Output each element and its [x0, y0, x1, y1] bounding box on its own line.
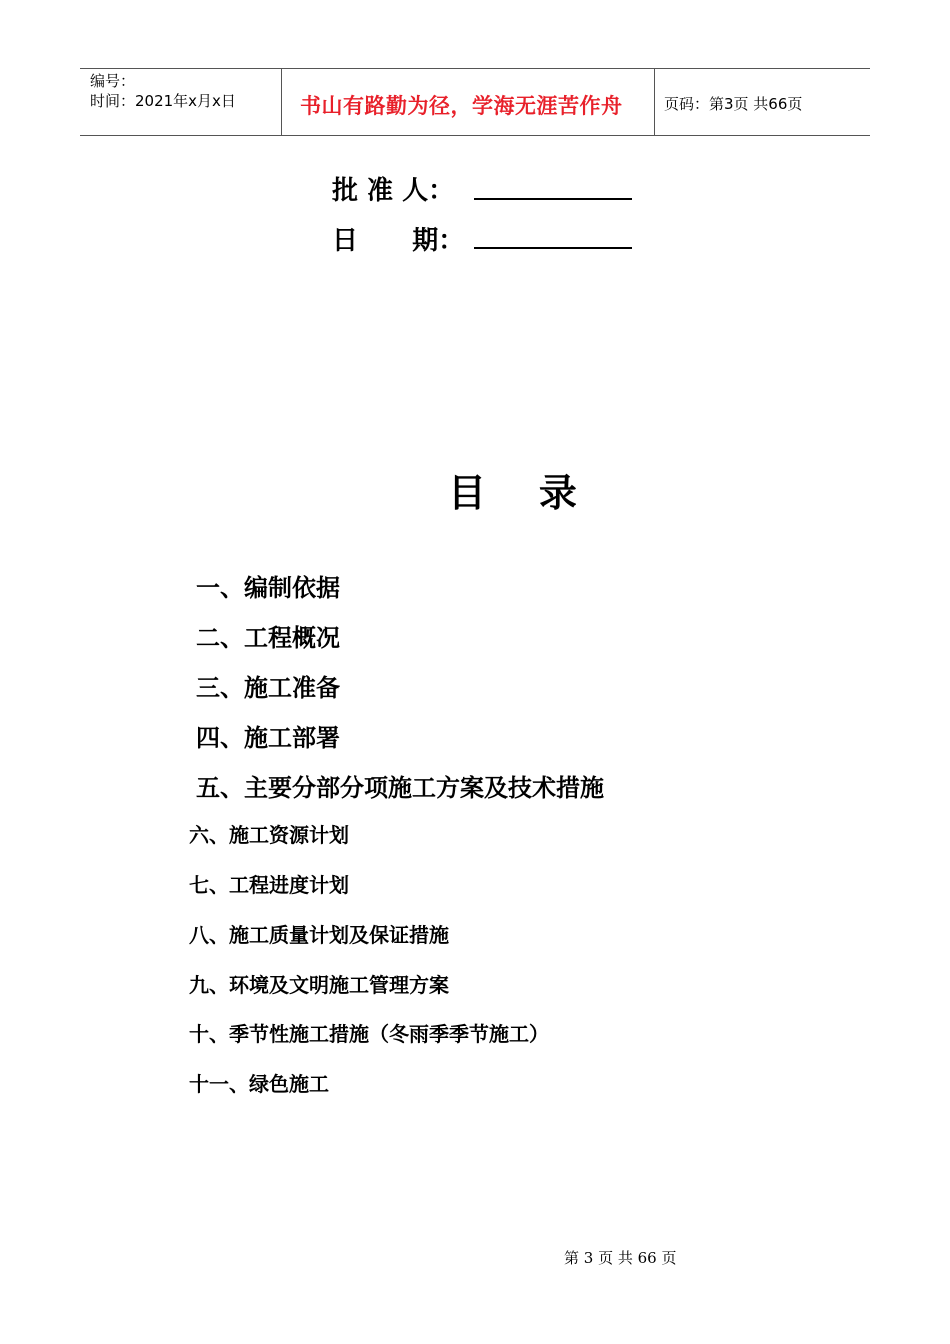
header-page-info: 页码：第3页 共66页: [664, 95, 803, 113]
header-divider-left: [281, 68, 282, 136]
header-motto: 书山有路勤为径，学海无涯苦作舟: [300, 94, 623, 118]
header-number-label: 编号：: [90, 72, 136, 90]
toc-title: 目 录: [448, 471, 577, 515]
footer-page-number: 第 3 页 共 66 页: [564, 1249, 677, 1267]
header-bottom-rule: [80, 135, 870, 136]
approver-label: 批 准 人：: [332, 176, 455, 206]
toc-item-6: 六、施工资源计划: [189, 823, 349, 847]
header-top-rule: [80, 68, 870, 69]
toc-item-10: 十、季节性施工措施（冬雨季季节施工）: [189, 1022, 549, 1046]
approver-underline: [474, 198, 632, 200]
date-underline: [474, 247, 632, 249]
toc-item-8: 八、施工质量计划及保证措施: [189, 923, 449, 947]
toc-item-11: 十一、绿色施工: [189, 1072, 329, 1096]
header-time: 时间：2021年x月x日: [90, 92, 236, 110]
toc-item-7: 七、工程进度计划: [189, 873, 349, 897]
toc-item-1: 一、编制依据: [196, 574, 340, 602]
toc-item-3: 三、施工准备: [196, 674, 340, 702]
toc-item-9: 九、环境及文明施工管理方案: [189, 973, 449, 997]
toc-item-2: 二、工程概况: [196, 624, 340, 652]
toc-item-5: 五、主要分部分项施工方案及技术措施: [196, 774, 604, 802]
date-label: 日 期：: [332, 226, 465, 256]
toc-item-4: 四、施工部署: [196, 724, 340, 752]
header-divider-right: [654, 68, 655, 136]
